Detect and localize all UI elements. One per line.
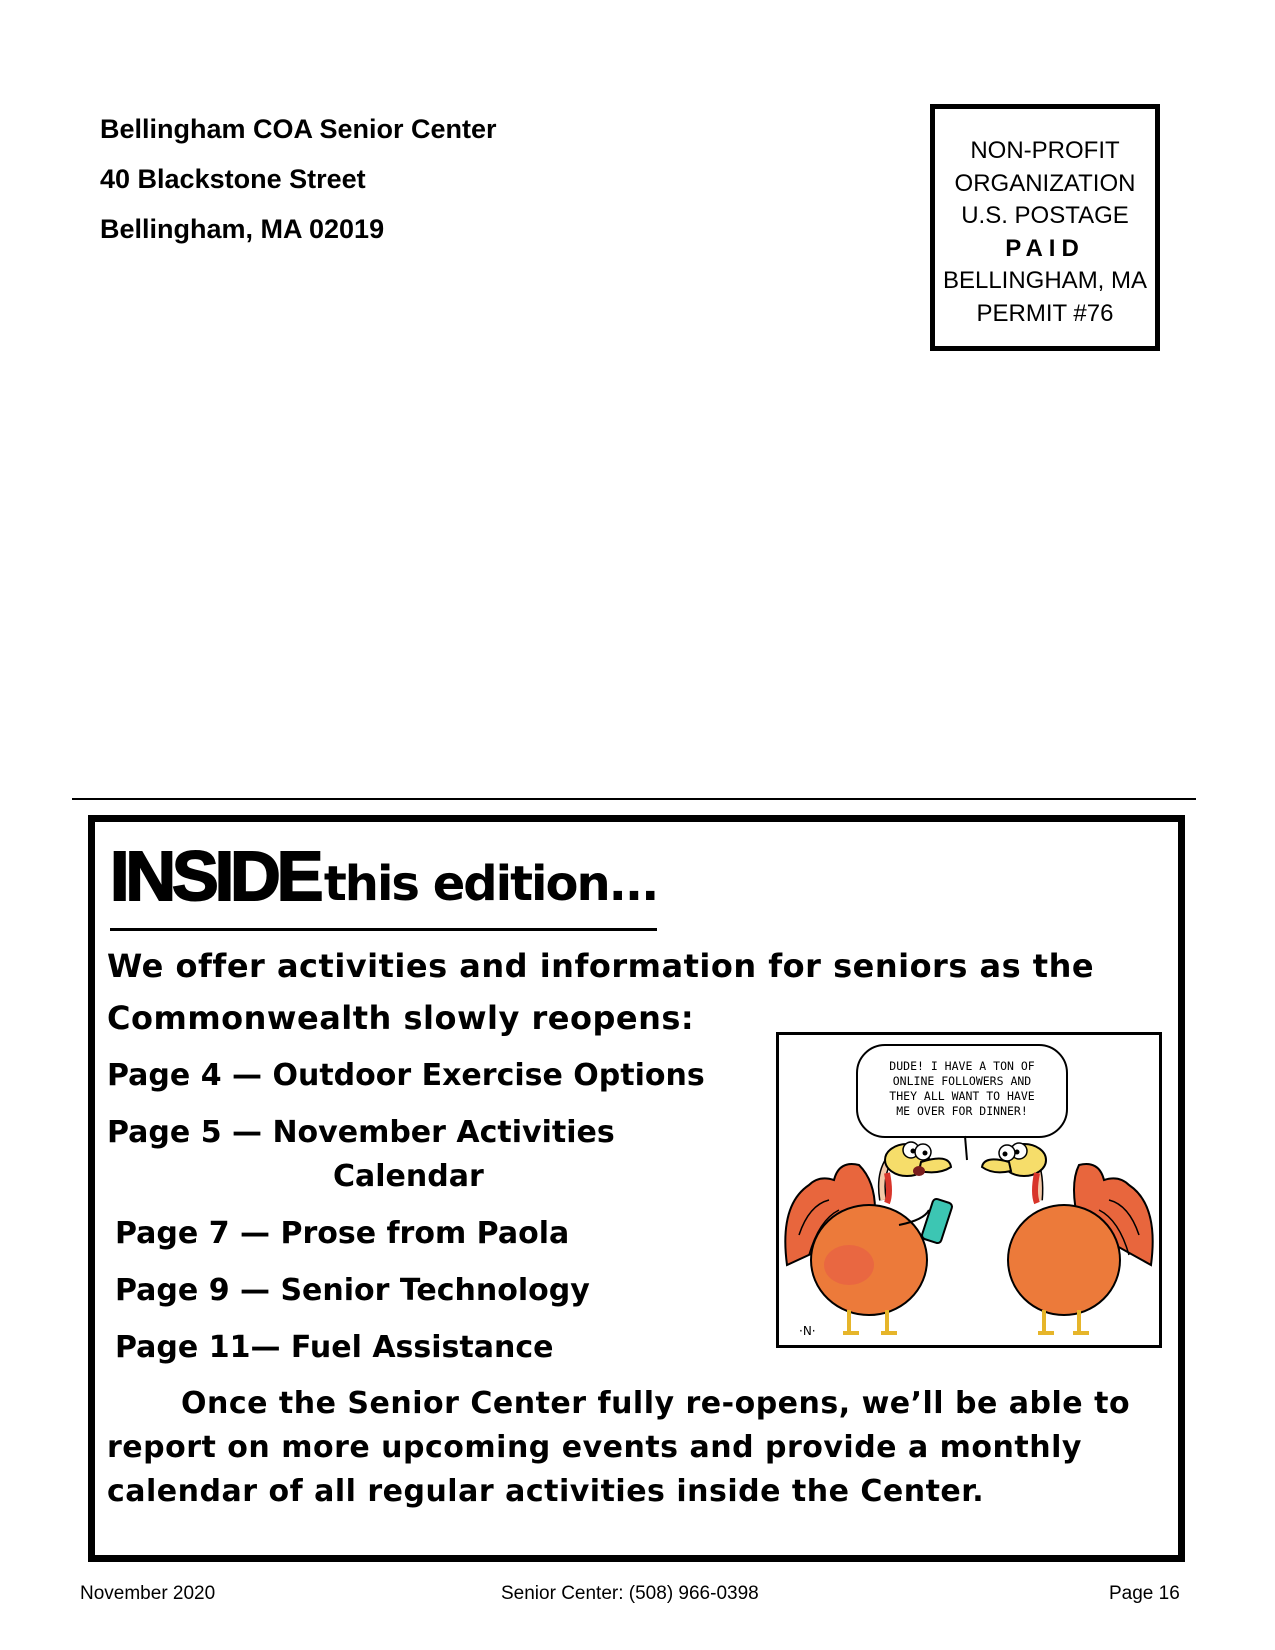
bubble-line-4: ME OVER FOR DINNER! xyxy=(896,1104,1028,1118)
speech-bubble-tail xyxy=(965,1136,967,1160)
return-address-line-1: Bellingham COA Senior Center xyxy=(100,114,497,144)
list-item: Page 7 — Prose from Paola xyxy=(115,1216,570,1251)
postage-line-5: BELLINGHAM, MA xyxy=(942,267,1148,294)
section-divider xyxy=(72,798,1196,800)
return-address-line-3: Bellingham, MA 02019 xyxy=(100,214,385,244)
list-item: Page 9 — Senior Technology xyxy=(115,1273,590,1308)
return-address-line-2: 40 Blackstone Street xyxy=(100,164,366,194)
list-item: Page 11— Fuel Assistance xyxy=(115,1330,554,1365)
inside-edition-box xyxy=(88,815,1185,1562)
right-turkey xyxy=(982,1143,1153,1333)
list-item: Page 4 — Outdoor Exercise Options xyxy=(107,1058,705,1093)
left-turkey xyxy=(785,1142,953,1338)
postage-paid: PAID xyxy=(1005,234,1085,262)
intro-text: We offer activities and information for seniors as the Commonwealth slowly reopens: xyxy=(107,947,1095,1037)
turkey-cartoon-illustration xyxy=(779,1035,1159,1345)
inside-headline xyxy=(110,837,658,931)
footer-date: November 2020 xyxy=(80,1583,216,1604)
headline-inside: INSIDE xyxy=(110,837,320,915)
footer-page-number: Page 16 xyxy=(1109,1583,1180,1604)
postage-line-1: NON-PROFIT xyxy=(970,137,1120,164)
turkey-cartoon xyxy=(776,1032,1162,1348)
return-address xyxy=(100,104,497,254)
bubble-line-1: DUDE! I HAVE A TON OF xyxy=(889,1059,1035,1073)
closing-paragraph xyxy=(107,1382,1177,1514)
postage-line-3: U.S. POSTAGE xyxy=(961,202,1129,229)
postage-line-2: ORGANIZATION xyxy=(954,169,1136,197)
postage-permit: PERMIT #76 xyxy=(976,299,1114,327)
list-item: Page 5 — November Activities xyxy=(107,1115,615,1150)
bubble-line-3: THEY ALL WANT TO HAVE xyxy=(889,1089,1035,1103)
contents-list xyxy=(107,1054,747,1370)
bubble-line-2: ONLINE FOLLOWERS AND xyxy=(892,1074,1032,1088)
artist-signature: ·N· xyxy=(799,1324,816,1338)
headline-this-edition: this edition... xyxy=(323,856,658,912)
list-item-continuation: Calendar xyxy=(333,1159,484,1194)
footer-phone: Senior Center: (508) 966-0398 xyxy=(501,1583,759,1604)
postage-indicia xyxy=(930,104,1160,351)
closing-text: Once the Senior Center fully re-opens, we’ll be able to report on more upcoming events and provide a monthly calendar of all regular activities inside the Center. xyxy=(107,1386,1131,1509)
